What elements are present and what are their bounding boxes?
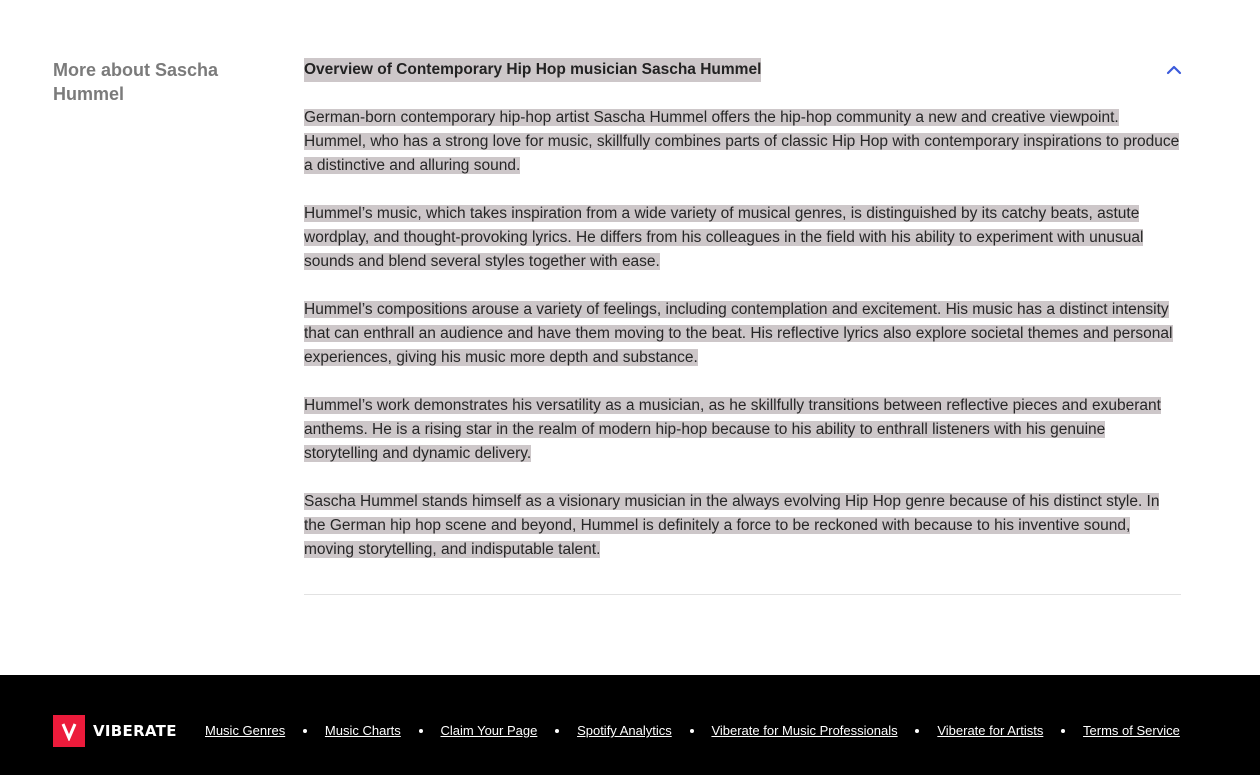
footer-link-viberate-artists[interactable]: Viberate for Artists [937,723,1044,738]
accordion-body [304,106,1181,562]
section-side-title: More about Sascha Hummel [53,60,219,104]
footer-link-spotify-analytics[interactable]: Spotify Analytics [577,723,672,738]
separator-dot [303,729,307,733]
paragraph: German-born contemporary hip-hop artist Sascha Hummel offers the hip-hop community a new and creative viewpoint. Hummel, who has a strong love for music, skillfully combines parts of classic Hip Hop with contemporary inspirations to produce a distinctive and alluring sound. [304,109,1180,174]
viberate-logo[interactable] [53,715,177,747]
paragraph: Hummel’s work demonstrates his versatility as a musician, as he skillfully transitions between reflective pieces and exuberant anthems. He is a rising star in the realm of modern hip-hop because to his ability to enthrall listeners with his genuine storytelling and dynamic delivery. [304,397,1161,462]
footer-links [205,722,1180,740]
separator-dot [555,729,559,733]
footer-link-claim-your-page[interactable]: Claim Your Page [440,723,538,738]
accordion-title: Overview of Contemporary Hip Hop musician Sascha Hummel [304,58,761,82]
footer-link-viberate-music-professionals[interactable]: Viberate for Music Professionals [711,723,898,738]
footer-link-terms-of-service[interactable]: Terms of Service [1083,723,1180,738]
chevron-up-icon[interactable] [1162,58,1186,82]
footer-link-music-genres[interactable]: Music Genres [205,723,286,738]
separator-dot [419,729,423,733]
separator-dot [915,729,919,733]
separator-dot [1061,729,1065,733]
paragraph: Sascha Hummel stands himself as a visionary musician in the always evolving Hip Hop genre because of his distinct style. In the German hip hop scene and beyond, Hummel is definitely a force to be reckoned with because to his inventive sound, moving storytelling, and indisputable talent. [304,493,1160,558]
paragraph: Hummel’s music, which takes inspiration from a wide variety of musical genres, is distinguished by its catchy beats, astute wordplay, and thought-provoking lyrics. He differs from his colleagues in the field with his ability to experiment with unusual sounds and blend several styles together with ease. [304,205,1144,270]
viberate-logo-text: VIBERATE [93,722,177,740]
accordion-divider [304,594,1181,595]
paragraph: Hummel’s compositions arouse a variety of feelings, including contemplation and excitement. His music has a distinct intensity that can enthrall an audience and have them moving to the beat. His reflective lyrics also explore societal themes and personal experiences, giving his music more depth and substance. [304,301,1173,366]
accordion-overview [304,58,1181,562]
footer-link-music-charts[interactable]: Music Charts [324,723,401,738]
viberate-logo-icon [53,715,85,747]
accordion-header[interactable] [304,58,1181,82]
separator-dot [690,729,694,733]
